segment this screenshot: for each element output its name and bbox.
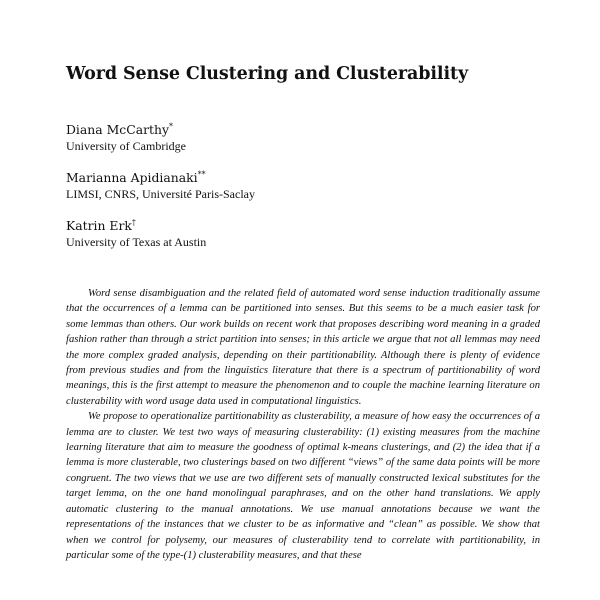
author-3 <box>66 217 206 251</box>
author-footnote-mark: * <box>168 122 173 131</box>
author-1 <box>66 121 186 155</box>
author-affiliation: University of Texas at Austin <box>66 235 207 249</box>
author-footnote-mark: ** <box>197 170 206 179</box>
author-name: Marianna Apidianaki <box>66 170 198 185</box>
abstract-paragraph-2: We propose to operationalize partitionability as clusterability, a measure of how easy the occurrences of a lemma are to cluster. We test two ways of measuring clusterability: (1) existing measures from the machine learning literature that aim to measure the goodness of optimal k-means clusterings, and (2) the idea that if a lemma is more clusterable, two clusterings based on two different “views” of the same data points will be more congruent. The two views that we use are two different sets of manually constructed lexical substitutes for the target lemma, on the one hand monolingual paraphrases, and on the other hand translations. We apply automatic clustering to the manual annotations. We use manual annotations because we want the representations of the instances that we cluster to be as informative and “clean” as possible. We show that when we control for polysemy, our measures of clusterability tend to correlate with partitionability, in particular some of the type-(1) clusterability measures, and that these <box>66 411 540 561</box>
author-2 <box>66 169 255 203</box>
author-footnote-mark: † <box>131 218 136 227</box>
abstract-paragraph-1: Word sense disambiguation and the related field of automated word sense induction traditionally assume that the occurrences of a lemma can be partitioned into senses. But this seems to be a much easier task for some lemmas than others. Our work builds on recent work that proposes describing word meaning in a graded fashion rather than through a strict partition into senses; in this article we argue that not all lemmas may need the more complex graded analysis, depending on their partitionability. Although there is plenty of evidence from previous studies and from the linguistics literature that there is a spectrum of partitionability of word meanings, this is the first attempt to measure the phenomenon and to couple the machine learning literature on clusterability with word usage data used in computational linguistics. <box>66 288 540 407</box>
author-affiliation: LIMSI, CNRS, Université Paris-Saclay <box>66 187 255 201</box>
paper-title: Word Sense Clustering and Clusterability <box>66 64 469 84</box>
author-name: Katrin Erk <box>66 218 132 233</box>
author-name: Diana McCarthy <box>66 122 169 137</box>
abstract <box>66 286 540 563</box>
author-affiliation: University of Cambridge <box>66 139 186 153</box>
